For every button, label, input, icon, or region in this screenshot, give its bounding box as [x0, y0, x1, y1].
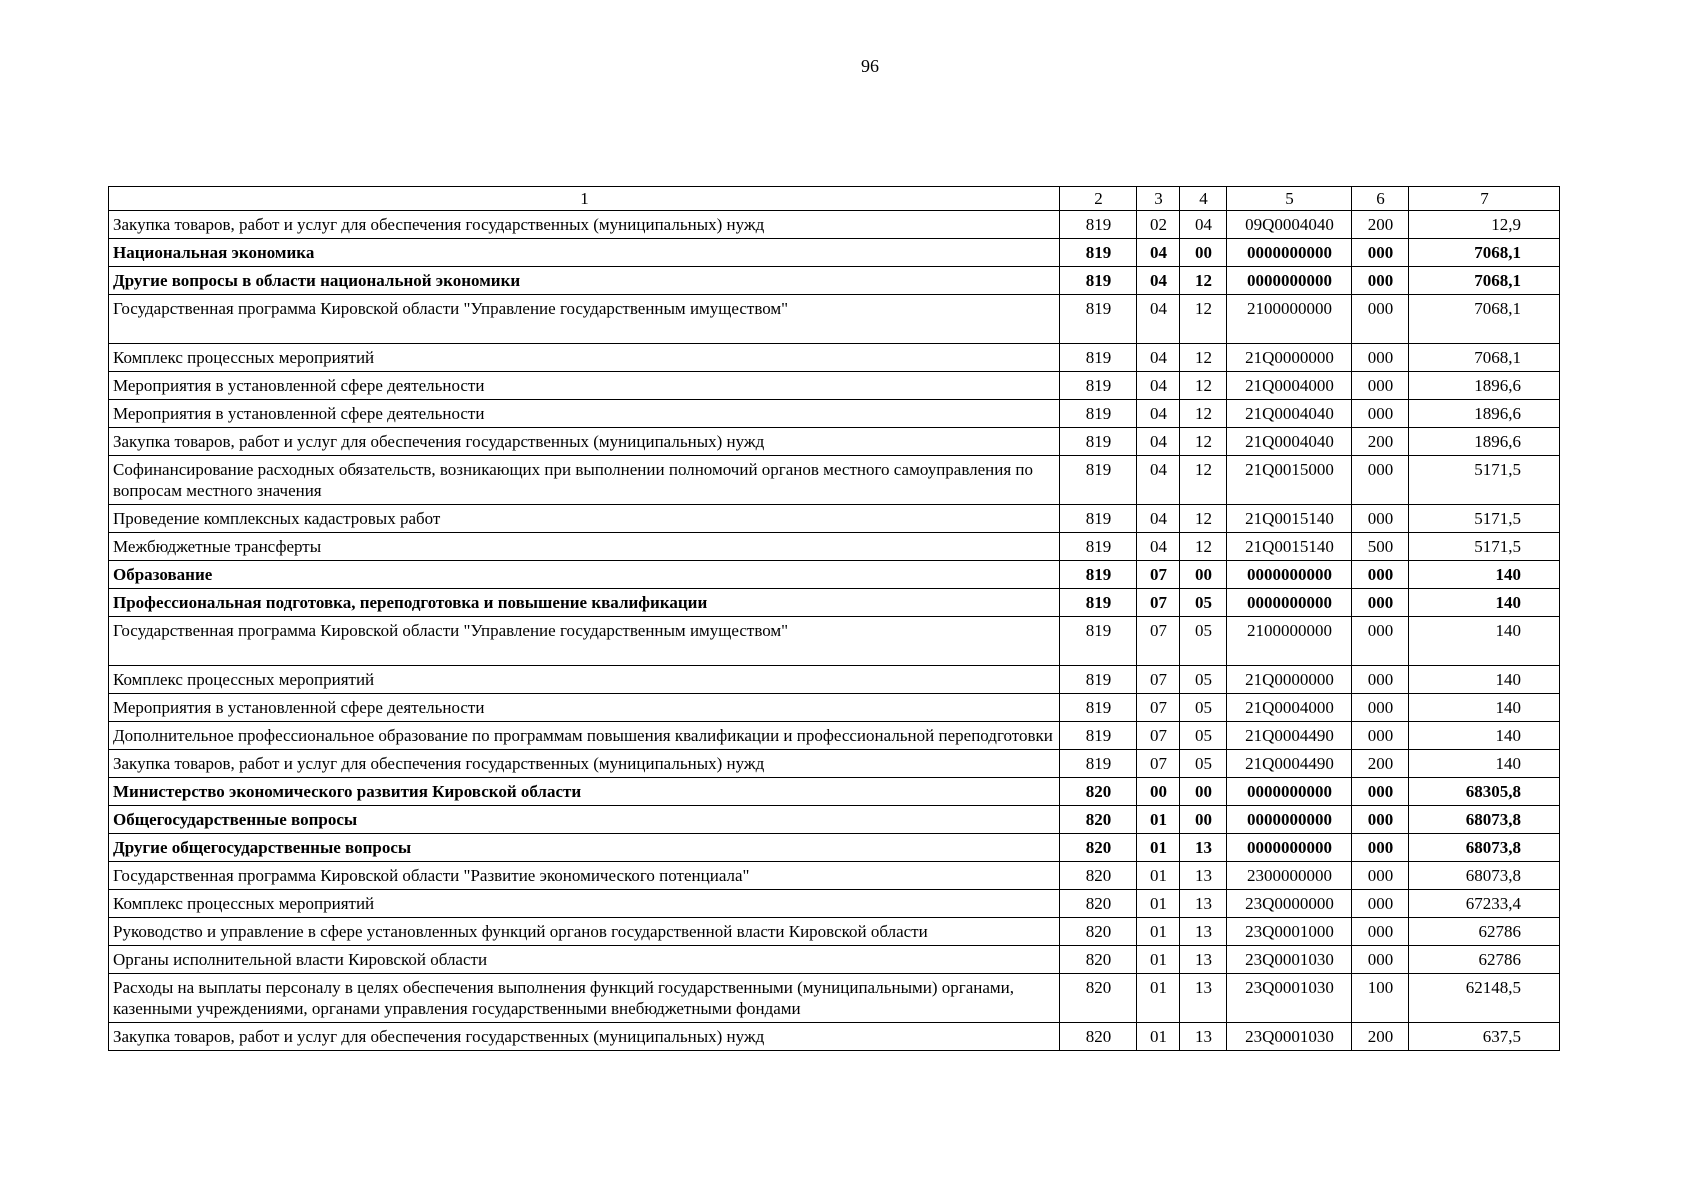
row-target-article-cell: 0000000000: [1227, 834, 1352, 862]
row-amount-cell: 12,9: [1409, 211, 1560, 239]
row-code-admin-cell: 819: [1060, 344, 1137, 372]
row-expense-type-cell: 200: [1352, 428, 1409, 456]
row-code-admin-cell: 819: [1060, 267, 1137, 295]
row-section-cell: 04: [1137, 295, 1180, 344]
table-row: [109, 267, 1560, 295]
row-subsection-cell: 12: [1180, 267, 1227, 295]
row-section-cell: 04: [1137, 400, 1180, 428]
row-amount-cell: 7068,1: [1409, 344, 1560, 372]
row-amount-cell: 62786: [1409, 918, 1560, 946]
row-section-cell: 07: [1137, 666, 1180, 694]
table-row: [109, 533, 1560, 561]
row-code-admin-cell: 820: [1060, 890, 1137, 918]
row-amount-cell: 1896,6: [1409, 372, 1560, 400]
row-expense-type-cell: 000: [1352, 344, 1409, 372]
table-row: [109, 918, 1560, 946]
row-name-cell: Комплекс процессных мероприятий: [109, 666, 1060, 694]
row-subsection-cell: 13: [1180, 974, 1227, 1023]
row-expense-type-cell: 000: [1352, 694, 1409, 722]
row-name-cell: Межбюджетные трансферты: [109, 533, 1060, 561]
row-target-article-cell: 23Q0001030: [1227, 974, 1352, 1023]
row-name-cell: Софинансирование расходных обязательств, возникающих при выполнении полномочий органов местного самоуправления по вопросам местного значения: [109, 456, 1060, 505]
row-name-cell: Национальная экономика: [109, 239, 1060, 267]
row-subsection-cell: 05: [1180, 722, 1227, 750]
row-expense-type-cell: 500: [1352, 533, 1409, 561]
row-subsection-cell: 00: [1180, 778, 1227, 806]
row-target-article-cell: 21Q0004000: [1227, 372, 1352, 400]
table-row: [109, 561, 1560, 589]
row-code-admin-cell: 819: [1060, 666, 1137, 694]
row-section-cell: 01: [1137, 974, 1180, 1023]
row-target-article-cell: 21Q0004490: [1227, 722, 1352, 750]
row-expense-type-cell: 000: [1352, 456, 1409, 505]
row-section-cell: 01: [1137, 1023, 1180, 1051]
row-section-cell: 04: [1137, 239, 1180, 267]
row-target-article-cell: 23Q0000000: [1227, 890, 1352, 918]
table-row: [109, 211, 1560, 239]
row-name-cell: Мероприятия в установленной сфере деятельности: [109, 372, 1060, 400]
row-expense-type-cell: 200: [1352, 211, 1409, 239]
budget-table: [108, 186, 1560, 1051]
row-target-article-cell: 21Q0000000: [1227, 666, 1352, 694]
row-subsection-cell: 04: [1180, 211, 1227, 239]
row-expense-type-cell: 000: [1352, 267, 1409, 295]
row-subsection-cell: 12: [1180, 533, 1227, 561]
row-name-cell: Другие вопросы в области национальной экономики: [109, 267, 1060, 295]
row-amount-cell: 68073,8: [1409, 862, 1560, 890]
row-section-cell: 04: [1137, 267, 1180, 295]
row-target-article-cell: 23Q0001030: [1227, 946, 1352, 974]
row-target-article-cell: 23Q0001000: [1227, 918, 1352, 946]
row-expense-type-cell: 000: [1352, 918, 1409, 946]
row-amount-cell: 5171,5: [1409, 456, 1560, 505]
row-code-admin-cell: 820: [1060, 806, 1137, 834]
row-expense-type-cell: 000: [1352, 806, 1409, 834]
row-expense-type-cell: 000: [1352, 862, 1409, 890]
row-section-cell: 04: [1137, 533, 1180, 561]
row-name-cell: Руководство и управление в сфере установленных функций органов государственной власти Кировской области: [109, 918, 1060, 946]
table-row: [109, 1023, 1560, 1051]
row-name-cell: Общегосударственные вопросы: [109, 806, 1060, 834]
row-name-cell: Профессиональная подготовка, переподготовка и повышение квалификации: [109, 589, 1060, 617]
row-name-cell: Министерство экономического развития Кировской области: [109, 778, 1060, 806]
row-expense-type-cell: 200: [1352, 750, 1409, 778]
row-name-cell: Государственная программа Кировской области "Управление государственным имуществом": [109, 295, 1060, 344]
row-name-cell: Мероприятия в установленной сфере деятельности: [109, 400, 1060, 428]
row-section-cell: 01: [1137, 946, 1180, 974]
table-row: [109, 694, 1560, 722]
row-code-admin-cell: 819: [1060, 505, 1137, 533]
row-name-cell: Дополнительное профессиональное образование по программам повышения квалификации и профессиональной переподготовки: [109, 722, 1060, 750]
row-name-cell: Государственная программа Кировской области "Развитие экономического потенциала": [109, 862, 1060, 890]
row-code-admin-cell: 820: [1060, 918, 1137, 946]
row-amount-cell: 7068,1: [1409, 295, 1560, 344]
row-expense-type-cell: 000: [1352, 295, 1409, 344]
row-target-article-cell: 0000000000: [1227, 239, 1352, 267]
row-expense-type-cell: 200: [1352, 1023, 1409, 1051]
row-target-article-cell: 0000000000: [1227, 589, 1352, 617]
row-name-cell: Закупка товаров, работ и услуг для обеспечения государственных (муниципальных) нужд: [109, 750, 1060, 778]
row-amount-cell: 140: [1409, 666, 1560, 694]
row-subsection-cell: 12: [1180, 372, 1227, 400]
row-name-cell: Комплекс процессных мероприятий: [109, 890, 1060, 918]
row-expense-type-cell: 000: [1352, 946, 1409, 974]
row-section-cell: 02: [1137, 211, 1180, 239]
row-target-article-cell: 23Q0001030: [1227, 1023, 1352, 1051]
row-amount-cell: 637,5: [1409, 1023, 1560, 1051]
row-subsection-cell: 13: [1180, 890, 1227, 918]
row-name-cell: Образование: [109, 561, 1060, 589]
row-amount-cell: 7068,1: [1409, 267, 1560, 295]
row-target-article-cell: 21Q0015140: [1227, 505, 1352, 533]
row-amount-cell: 5171,5: [1409, 533, 1560, 561]
row-section-cell: 01: [1137, 918, 1180, 946]
row-expense-type-cell: 000: [1352, 834, 1409, 862]
table-row: [109, 890, 1560, 918]
row-name-cell: Мероприятия в установленной сфере деятельности: [109, 694, 1060, 722]
row-subsection-cell: 12: [1180, 505, 1227, 533]
row-expense-type-cell: 000: [1352, 666, 1409, 694]
row-target-article-cell: 21Q0015140: [1227, 533, 1352, 561]
row-name-cell: Другие общегосударственные вопросы: [109, 834, 1060, 862]
table-row: [109, 617, 1560, 666]
table-row: [109, 778, 1560, 806]
row-target-article-cell: 21Q0004040: [1227, 400, 1352, 428]
row-amount-cell: 140: [1409, 694, 1560, 722]
row-code-admin-cell: 820: [1060, 974, 1137, 1023]
row-code-admin-cell: 820: [1060, 862, 1137, 890]
row-code-admin-cell: 819: [1060, 372, 1137, 400]
row-expense-type-cell: 000: [1352, 239, 1409, 267]
table-row: [109, 666, 1560, 694]
table-row: [109, 750, 1560, 778]
table-row: [109, 974, 1560, 1023]
row-code-admin-cell: 820: [1060, 834, 1137, 862]
table-row: [109, 834, 1560, 862]
row-name-cell: Расходы на выплаты персоналу в целях обеспечения выполнения функций государственными (муниципальными) органами, казенными учреждениями, органами управления государственными внебюджетными фондами: [109, 974, 1060, 1023]
table-row: [109, 344, 1560, 372]
row-amount-cell: 7068,1: [1409, 239, 1560, 267]
row-code-admin-cell: 819: [1060, 400, 1137, 428]
row-name-cell: Закупка товаров, работ и услуг для обеспечения государственных (муниципальных) нужд: [109, 211, 1060, 239]
row-section-cell: 01: [1137, 862, 1180, 890]
table-row: [109, 862, 1560, 890]
row-section-cell: 07: [1137, 722, 1180, 750]
row-expense-type-cell: 000: [1352, 561, 1409, 589]
row-target-article-cell: 0000000000: [1227, 561, 1352, 589]
row-code-admin-cell: 819: [1060, 722, 1137, 750]
row-target-article-cell: 0000000000: [1227, 267, 1352, 295]
row-code-admin-cell: 820: [1060, 1023, 1137, 1051]
row-name-cell: Закупка товаров, работ и услуг для обеспечения государственных (муниципальных) нужд: [109, 1023, 1060, 1051]
row-amount-cell: 5171,5: [1409, 505, 1560, 533]
row-code-admin-cell: 819: [1060, 561, 1137, 589]
table-row: [109, 589, 1560, 617]
row-target-article-cell: 0000000000: [1227, 806, 1352, 834]
row-name-cell: Органы исполнительной власти Кировской области: [109, 946, 1060, 974]
row-subsection-cell: 12: [1180, 344, 1227, 372]
row-expense-type-cell: 000: [1352, 400, 1409, 428]
row-code-admin-cell: 819: [1060, 617, 1137, 666]
row-amount-cell: 68305,8: [1409, 778, 1560, 806]
row-code-admin-cell: 819: [1060, 533, 1137, 561]
row-amount-cell: 68073,8: [1409, 806, 1560, 834]
row-section-cell: 04: [1137, 372, 1180, 400]
table-row: [109, 722, 1560, 750]
row-section-cell: 00: [1137, 778, 1180, 806]
table-row: [109, 505, 1560, 533]
header-cell-2: 2: [1060, 187, 1137, 211]
row-code-admin-cell: 819: [1060, 239, 1137, 267]
row-name-cell: Проведение комплексных кадастровых работ: [109, 505, 1060, 533]
row-code-admin-cell: 819: [1060, 589, 1137, 617]
row-name-cell: Закупка товаров, работ и услуг для обеспечения государственных (муниципальных) нужд: [109, 428, 1060, 456]
row-section-cell: 07: [1137, 589, 1180, 617]
row-subsection-cell: 12: [1180, 295, 1227, 344]
page-number: 96: [861, 56, 879, 76]
row-code-admin-cell: 819: [1060, 694, 1137, 722]
row-subsection-cell: 00: [1180, 239, 1227, 267]
row-subsection-cell: 13: [1180, 1023, 1227, 1051]
row-subsection-cell: 05: [1180, 589, 1227, 617]
row-subsection-cell: 05: [1180, 617, 1227, 666]
row-subsection-cell: 05: [1180, 666, 1227, 694]
row-section-cell: 04: [1137, 428, 1180, 456]
row-amount-cell: 140: [1409, 617, 1560, 666]
row-target-article-cell: 21Q0000000: [1227, 344, 1352, 372]
row-amount-cell: 1896,6: [1409, 400, 1560, 428]
header-cell-5: 5: [1227, 187, 1352, 211]
row-code-admin-cell: 819: [1060, 428, 1137, 456]
row-target-article-cell: 2100000000: [1227, 295, 1352, 344]
row-expense-type-cell: 000: [1352, 890, 1409, 918]
table-body: [109, 187, 1560, 1051]
row-expense-type-cell: 000: [1352, 778, 1409, 806]
header-row: [109, 187, 1560, 211]
row-expense-type-cell: 000: [1352, 722, 1409, 750]
row-subsection-cell: 12: [1180, 400, 1227, 428]
row-subsection-cell: 00: [1180, 806, 1227, 834]
header-cell-4: 4: [1180, 187, 1227, 211]
row-code-admin-cell: 820: [1060, 778, 1137, 806]
table-row: [109, 806, 1560, 834]
row-section-cell: 04: [1137, 505, 1180, 533]
row-subsection-cell: 13: [1180, 862, 1227, 890]
row-code-admin-cell: 819: [1060, 211, 1137, 239]
table-row: [109, 946, 1560, 974]
row-amount-cell: 68073,8: [1409, 834, 1560, 862]
row-section-cell: 07: [1137, 750, 1180, 778]
row-subsection-cell: 05: [1180, 750, 1227, 778]
row-target-article-cell: 21Q0004040: [1227, 428, 1352, 456]
row-subsection-cell: 05: [1180, 694, 1227, 722]
row-amount-cell: 67233,4: [1409, 890, 1560, 918]
row-expense-type-cell: 000: [1352, 505, 1409, 533]
table-row: [109, 239, 1560, 267]
row-section-cell: 04: [1137, 344, 1180, 372]
row-code-admin-cell: 820: [1060, 946, 1137, 974]
row-section-cell: 01: [1137, 834, 1180, 862]
table-row: [109, 428, 1560, 456]
table-row: [109, 372, 1560, 400]
row-subsection-cell: 00: [1180, 561, 1227, 589]
row-subsection-cell: 13: [1180, 918, 1227, 946]
row-amount-cell: 140: [1409, 750, 1560, 778]
row-subsection-cell: 13: [1180, 946, 1227, 974]
row-target-article-cell: 21Q0004490: [1227, 750, 1352, 778]
row-name-cell: Комплекс процессных мероприятий: [109, 344, 1060, 372]
row-target-article-cell: 0000000000: [1227, 778, 1352, 806]
header-cell-1: 1: [109, 187, 1060, 211]
row-expense-type-cell: 000: [1352, 617, 1409, 666]
row-code-admin-cell: 819: [1060, 456, 1137, 505]
row-amount-cell: 140: [1409, 589, 1560, 617]
header-cell-3: 3: [1137, 187, 1180, 211]
row-code-admin-cell: 819: [1060, 295, 1137, 344]
table-row: [109, 400, 1560, 428]
row-target-article-cell: 2100000000: [1227, 617, 1352, 666]
row-amount-cell: 140: [1409, 561, 1560, 589]
header-cell-7: 7: [1409, 187, 1560, 211]
row-target-article-cell: 21Q0004000: [1227, 694, 1352, 722]
header-cell-6: 6: [1352, 187, 1409, 211]
row-section-cell: 01: [1137, 806, 1180, 834]
table-row: [109, 295, 1560, 344]
row-amount-cell: 140: [1409, 722, 1560, 750]
row-code-admin-cell: 819: [1060, 750, 1137, 778]
row-section-cell: 07: [1137, 617, 1180, 666]
row-expense-type-cell: 000: [1352, 372, 1409, 400]
row-section-cell: 01: [1137, 890, 1180, 918]
row-amount-cell: 62148,5: [1409, 974, 1560, 1023]
row-section-cell: 07: [1137, 694, 1180, 722]
row-subsection-cell: 12: [1180, 456, 1227, 505]
row-expense-type-cell: 000: [1352, 589, 1409, 617]
row-section-cell: 07: [1137, 561, 1180, 589]
row-section-cell: 04: [1137, 456, 1180, 505]
row-subsection-cell: 12: [1180, 428, 1227, 456]
row-target-article-cell: 09Q0004040: [1227, 211, 1352, 239]
row-name-cell: Государственная программа Кировской области "Управление государственным имуществом": [109, 617, 1060, 666]
row-target-article-cell: 21Q0015000: [1227, 456, 1352, 505]
row-expense-type-cell: 100: [1352, 974, 1409, 1023]
table-row: [109, 456, 1560, 505]
row-amount-cell: 62786: [1409, 946, 1560, 974]
row-subsection-cell: 13: [1180, 834, 1227, 862]
row-amount-cell: 1896,6: [1409, 428, 1560, 456]
row-target-article-cell: 2300000000: [1227, 862, 1352, 890]
